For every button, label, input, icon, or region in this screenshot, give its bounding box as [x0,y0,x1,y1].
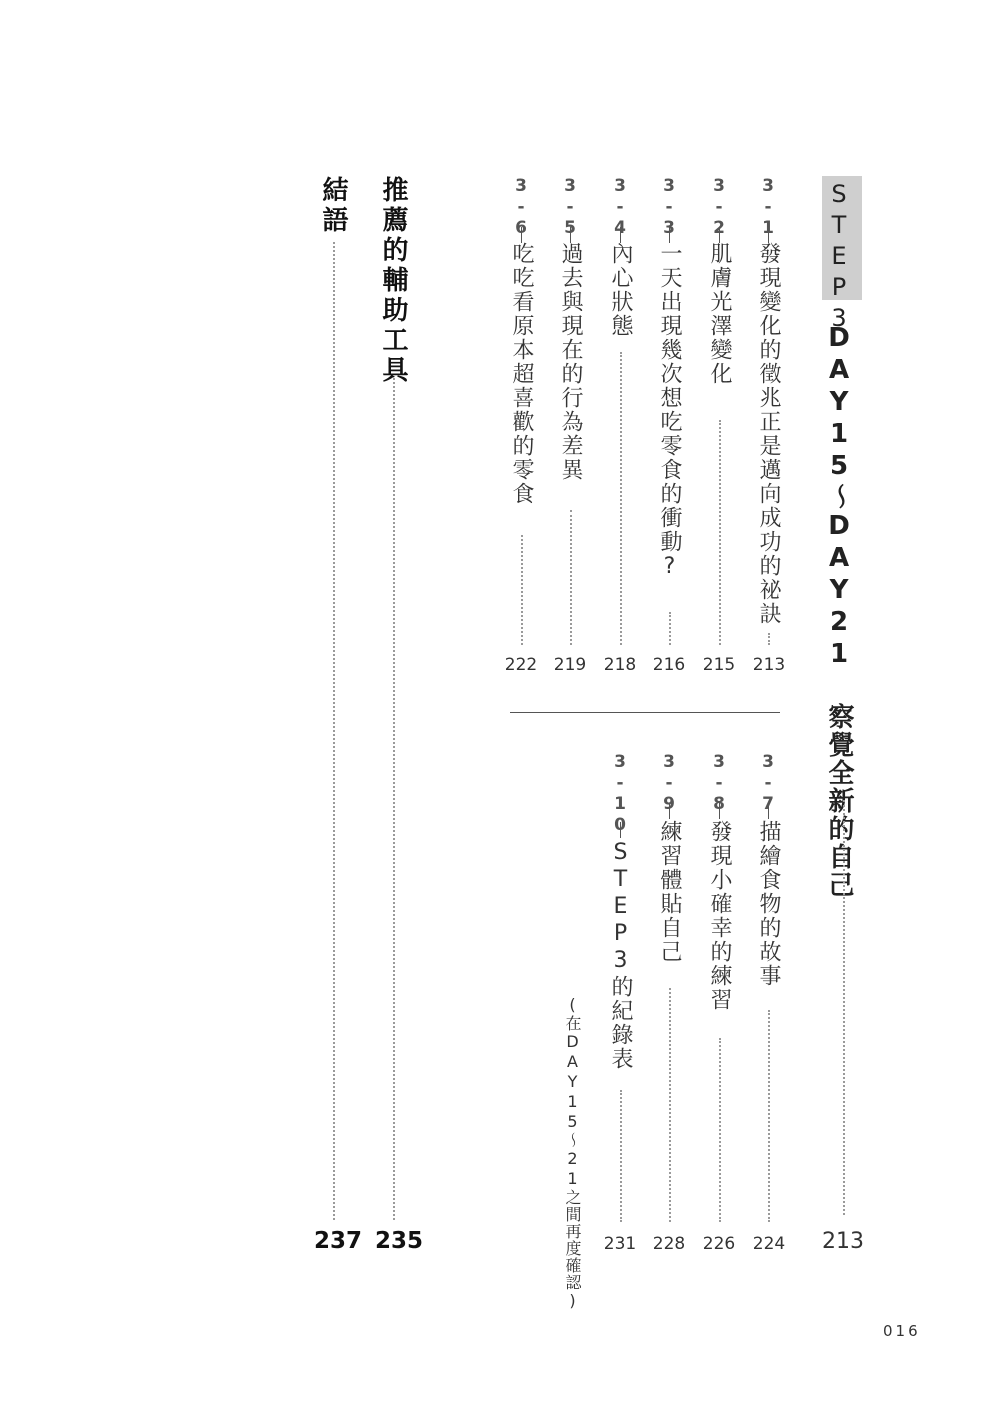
section-note: (在DAY15〜21之間再度確認) [563,995,582,1311]
section-number: 3-6 [511,176,531,239]
section-number: 3-8 [709,752,729,815]
section-number: 3-10 [610,752,630,836]
section-page: 218 [603,655,637,675]
leader-dots [768,1010,770,1222]
section-divider-line [510,712,780,713]
leader-dots [620,352,622,645]
leader-dots [393,378,395,1220]
leader-dots [620,1090,622,1222]
section-title: 內心狀態 [608,242,633,338]
section-title: 過去與現在的行為差異 [558,242,583,482]
leader-dots [333,242,335,1220]
section-divider-mark [521,227,522,243]
section-title: STEP3的紀錄表 [608,840,633,1071]
section-title: 發現變化的徵兆正是邁向成功的祕訣 [756,242,781,626]
section-number: 3-7 [758,752,778,815]
leader-dots [669,988,671,1222]
chapter-title: DAY15〜DAY21 察覺全新的自己 [824,323,854,899]
section-page: 219 [553,655,587,675]
section-divider-mark [768,227,769,243]
chapter-leader-dots [843,800,845,1215]
section-page: 215 [702,655,736,675]
section-number: 3-9 [659,752,679,815]
section-page: 226 [702,1234,736,1254]
section-number: 3-3 [659,176,679,239]
leader-dots [719,420,721,645]
section-page: 224 [752,1234,786,1254]
section-divider-mark [669,227,670,243]
section-divider-mark [669,803,670,819]
extra-title: 推薦的輔助工具 [378,176,408,386]
section-page: 222 [504,655,538,675]
section-divider-mark [719,803,720,819]
section-page: 213 [752,655,786,675]
section-title: 發現小確幸的練習 [707,820,732,1012]
section-title: 肌膚光澤變化 [707,242,732,386]
leader-dots [768,633,770,645]
chapter-page-number: 213 [822,1229,864,1254]
leader-dots [669,612,671,645]
section-number: 3-5 [560,176,580,239]
section-number: 3-1 [758,176,778,239]
section-title: 描繪食物的故事 [756,820,781,988]
section-number: 3-4 [610,176,630,239]
leader-dots [719,1038,721,1222]
extra-title: 結語 [318,176,348,236]
extra-page: 237 [314,1228,363,1254]
section-divider-mark [768,803,769,819]
folio-page-number: 016 [883,1322,921,1340]
section-page: 231 [603,1234,637,1254]
section-title: 吃吃看原本超喜歡的零食 [509,242,534,506]
step-label: STEP3 [825,180,853,335]
leader-dots [521,535,523,645]
extra-page: 235 [375,1228,424,1254]
section-divider-mark [620,822,621,838]
section-title: 練習體貼自己 [657,820,682,964]
section-divider-mark [570,227,571,243]
section-title: 一天出現幾次想吃零食的衝動? [657,242,682,581]
section-page: 228 [652,1234,686,1254]
section-page: 216 [652,655,686,675]
section-number: 3-2 [709,176,729,239]
leader-dots [570,510,572,645]
section-divider-mark [620,227,621,243]
section-divider-mark [719,227,720,243]
